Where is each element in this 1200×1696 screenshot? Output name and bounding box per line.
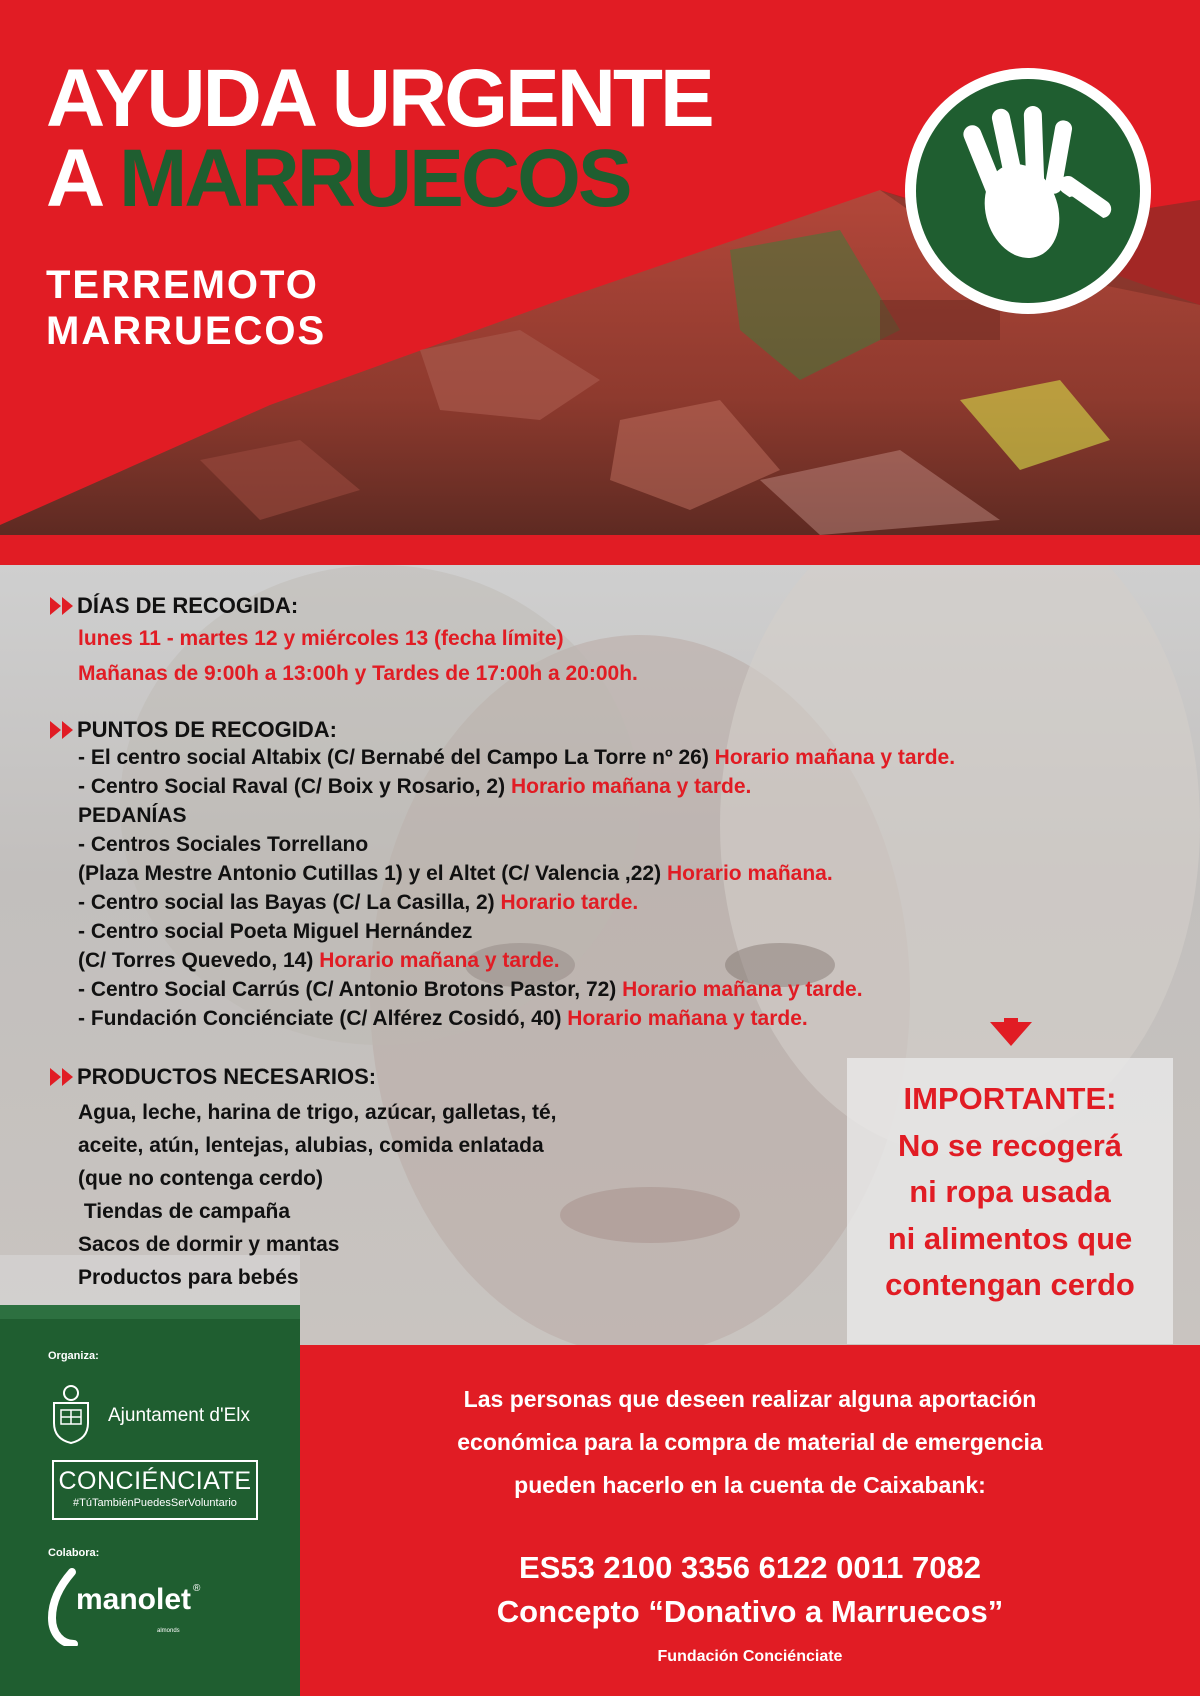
down-arrow-icon	[990, 1022, 1032, 1046]
productos-heading	[50, 1063, 376, 1091]
colabora-label: Colabora:	[48, 1547, 100, 1559]
concienciate-title: CONCIÉNCIATE	[58, 1467, 252, 1495]
arrow-icon	[62, 721, 73, 739]
punto-bayas	[78, 888, 638, 917]
punto-altabix	[78, 743, 955, 772]
importante-line: ni alimentos que	[887, 1220, 1133, 1256]
footer-green-edge	[0, 1305, 300, 1319]
punto-horario: Horario mañana y tarde.	[622, 978, 863, 1001]
puntos-heading-text: PUNTOS DE RECOGIDA:	[77, 717, 337, 742]
arrow-icon	[50, 721, 61, 739]
arrow-icon	[50, 597, 61, 615]
importante-line: ni ropa usada	[909, 1174, 1111, 1209]
subtitle-line-2: MARRUECOS	[46, 309, 327, 353]
manolet-logo-text: manolet	[76, 1583, 192, 1616]
importante-title: IMPORTANTE:	[903, 1081, 1117, 1116]
manolet-almonds: almonds	[157, 1628, 180, 1634]
punto-fundacion	[78, 1004, 808, 1033]
punto-address: - El centro social Altabix (C/ Bernabé del Campo La Torre nº 26)	[78, 746, 709, 769]
header-bottom-stripe	[0, 535, 1200, 565]
punto-raval	[78, 772, 751, 801]
concienciate-logo	[52, 1460, 258, 1520]
arrow-icon	[62, 1068, 73, 1086]
arrow-icon	[50, 1068, 61, 1086]
recogida-hours: Mañanas de 9:00h a 13:00h y Tardes de 17:00h a 20:00h.	[78, 662, 638, 685]
recogida-dates: lunes 11 - martes 12 y miércoles 13 (fecha límite)	[78, 627, 564, 650]
punto-torres-quevedo	[78, 946, 560, 975]
producto-item: Tiendas de campaña	[78, 1200, 291, 1223]
fundacion-credit: Fundación Conciénciate	[657, 1648, 843, 1665]
producto-item: (que no contenga cerdo)	[78, 1167, 324, 1190]
recogida-heading	[50, 592, 298, 620]
punto-altet	[78, 859, 833, 888]
title-marruecos: MARRUECOS	[118, 133, 630, 224]
importante-line: No se recogerá	[898, 1127, 1122, 1163]
donation-line: Las personas que deseen realizar alguna aportación	[463, 1386, 1037, 1412]
producto-item: aceite, atún, lentejas, alubias, comida enlatada	[78, 1134, 544, 1157]
importante-line: contengan cerdo	[885, 1267, 1135, 1302]
subtitle-line-1: TERREMOTO	[46, 263, 319, 307]
punto-horario: Horario tarde.	[500, 891, 639, 914]
title-line-1: AYUDA URGENTE	[46, 53, 712, 144]
punto-horario: Horario mañana y tarde.	[319, 949, 560, 972]
pedanias-label: PEDANÍAS	[78, 804, 187, 827]
punto-address: - Centro Social Raval (C/ Boix y Rosario, 2)	[78, 775, 506, 798]
organiza-label: Organiza:	[48, 1350, 99, 1362]
punto-horario: Horario mañana.	[666, 862, 833, 885]
punto-horario: Horario mañana y tarde.	[510, 775, 752, 798]
punto-horario: Horario mañana y tarde.	[567, 1007, 808, 1030]
punto-address: (C/ Torres Quevedo, 14)	[78, 949, 314, 972]
producto-item: Productos para bebés	[78, 1266, 299, 1289]
productos-heading-text: PRODUCTOS NECESARIOS:	[77, 1064, 377, 1089]
donation-text	[300, 1378, 1200, 1507]
punto-address: (Plaza Mestre Antonio Cutillas 1) y el Altet (C/ Valencia ,22)	[78, 862, 662, 885]
producto-item: Sacos de dormir y mantas	[78, 1233, 340, 1256]
title-a: A	[46, 133, 100, 224]
hand-logo	[905, 68, 1151, 314]
iban-number: ES53 2100 3356 6122 0011 7082	[518, 1550, 981, 1585]
ajuntament-logo-text: Ajuntament d'Elx	[108, 1405, 250, 1426]
punto-horario: Horario mañana y tarde.	[714, 746, 956, 769]
donation-line: pueden hacerlo en la cuenta de Caixabank:	[514, 1472, 986, 1498]
coat-of-arms-icon	[48, 1383, 94, 1445]
title-line-2	[46, 133, 630, 224]
manolet-registered: ®	[193, 1583, 201, 1594]
punto-poeta: - Centro social Poeta Miguel Hernández	[78, 920, 473, 943]
arrow-icon	[62, 597, 73, 615]
donation-concept: Concepto “Donativo a Marruecos”	[496, 1594, 1004, 1629]
importante-box	[847, 1058, 1173, 1344]
concienciate-tagline: #TúTambiénPuedesSerVoluntario	[73, 1497, 237, 1509]
producto-item: Agua, leche, harina de trigo, azúcar, galletas, té,	[78, 1101, 557, 1124]
punto-address: - Fundación Conciénciate (C/ Alférez Cosidó, 40)	[78, 1007, 562, 1030]
hand-icon	[905, 68, 1151, 314]
puntos-heading	[50, 716, 337, 744]
punto-carrus	[78, 975, 863, 1004]
donation-line: económica para la compra de material de emergencia	[457, 1429, 1043, 1455]
recogida-heading-text: DÍAS DE RECOGIDA:	[77, 593, 299, 618]
iban-block	[300, 1546, 1200, 1634]
punto-address: - Centro Social Carrús (C/ Antonio Brotons Pastor, 72)	[78, 978, 617, 1001]
punto-torrellano: - Centros Sociales Torrellano	[78, 833, 369, 856]
punto-address: - Centro social las Bayas (C/ La Casilla, 2)	[78, 891, 495, 914]
